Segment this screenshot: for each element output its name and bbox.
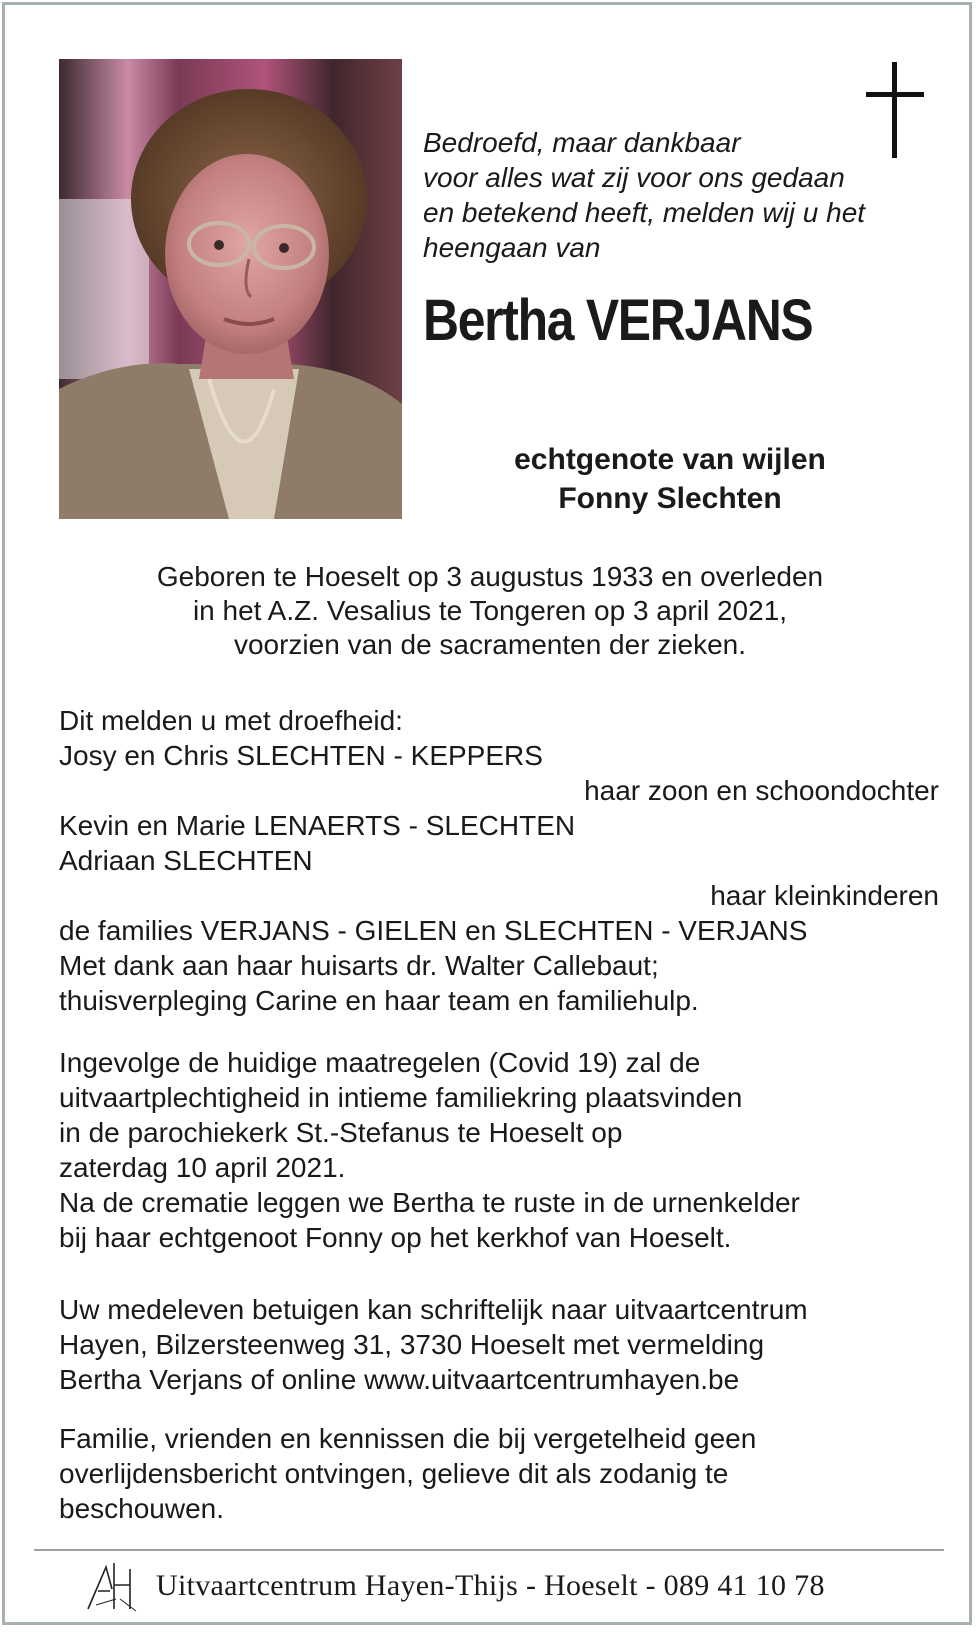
relation-label: haar kleinkinderen bbox=[710, 880, 939, 911]
portrait-photo bbox=[59, 59, 402, 519]
funeral-home-logo-icon bbox=[86, 1559, 138, 1613]
ceremony-line: Na de crematie leggen we Bertha te ruste in de urnenkelder bbox=[59, 1187, 800, 1218]
family-line: Dit melden u met droefheid: bbox=[59, 705, 403, 736]
birth-line: voorzien van de sacramenten der zieken. bbox=[233, 629, 747, 660]
birth-line: Geboren te Hoeselt op 3 augustus 1933 en overleden bbox=[156, 561, 824, 592]
ceremony-line: uitvaartplechtigheid in intieme familiekring plaatsvinden bbox=[59, 1082, 743, 1113]
condolences-line: Uw medeleven betuigen kan schriftelijk naar uitvaartcentrum bbox=[59, 1294, 808, 1325]
intro-line: Bedroefd, maar dankbaar bbox=[423, 127, 741, 158]
ceremony-text bbox=[59, 1045, 939, 1255]
notice-text bbox=[59, 1421, 939, 1526]
spouse-text bbox=[430, 440, 910, 518]
family-line: thuisverpleging Carine en haar team en familiehulp. bbox=[59, 985, 699, 1016]
notice-line: beschouwen. bbox=[59, 1493, 225, 1524]
spouse-line: Fonny Slechten bbox=[558, 482, 782, 515]
family-line: Josy en Chris SLECHTEN - KEPPERS bbox=[59, 740, 543, 771]
condolences-line: Bertha Verjans of online www.uitvaartcentrumhayen.be bbox=[59, 1364, 740, 1395]
condolences-text bbox=[59, 1292, 939, 1397]
footer-contact: Uitvaartcentrum Hayen-Thijs - Hoeselt - 089 41 10 78 bbox=[156, 1569, 825, 1602]
intro-text bbox=[423, 125, 943, 265]
relation-label: haar zoon en schoondochter bbox=[584, 775, 939, 806]
birth-line: in het A.Z. Vesalius te Tongeren op 3 april 2021, bbox=[192, 595, 788, 626]
intro-line: en betekend heeft, melden wij u het bbox=[423, 197, 866, 228]
intro-line: voor alles wat zij voor ons gedaan bbox=[423, 162, 845, 193]
intro-line: heengaan van bbox=[423, 232, 601, 263]
ceremony-line: Ingevolge de huidige maatregelen (Covid 19) zal de bbox=[59, 1047, 701, 1078]
birth-death-text bbox=[60, 560, 920, 662]
ceremony-line: zaterdag 10 april 2021. bbox=[59, 1152, 346, 1183]
family-line: Met dank aan haar huisarts dr. Walter Callebaut; bbox=[59, 950, 659, 981]
notice-line: Familie, vrienden en kennissen die bij vergetelheid geen bbox=[59, 1423, 757, 1454]
footer-divider bbox=[34, 1549, 944, 1551]
ceremony-line: bij haar echtgenoot Fonny op het kerkhof van Hoeselt. bbox=[59, 1222, 732, 1253]
ceremony-line: in de parochiekerk St.-Stefanus te Hoeselt op bbox=[59, 1117, 623, 1148]
family-list bbox=[59, 703, 939, 1018]
deceased-name: Bertha VERJANS bbox=[423, 288, 813, 353]
footer bbox=[86, 1556, 825, 1616]
family-line: Kevin en Marie LENAERTS - SLECHTEN bbox=[59, 810, 576, 841]
notice-line: overlijdensbericht ontvingen, gelieve dit als zodanig te bbox=[59, 1458, 729, 1489]
spouse-line: echtgenote van wijlen bbox=[514, 443, 826, 476]
condolences-line: Hayen, Bilzersteenweg 31, 3730 Hoeselt met vermelding bbox=[59, 1329, 765, 1360]
family-line: de families VERJANS - GIELEN en SLECHTEN - VERJANS bbox=[59, 915, 808, 946]
family-line: Adriaan SLECHTEN bbox=[59, 845, 313, 876]
